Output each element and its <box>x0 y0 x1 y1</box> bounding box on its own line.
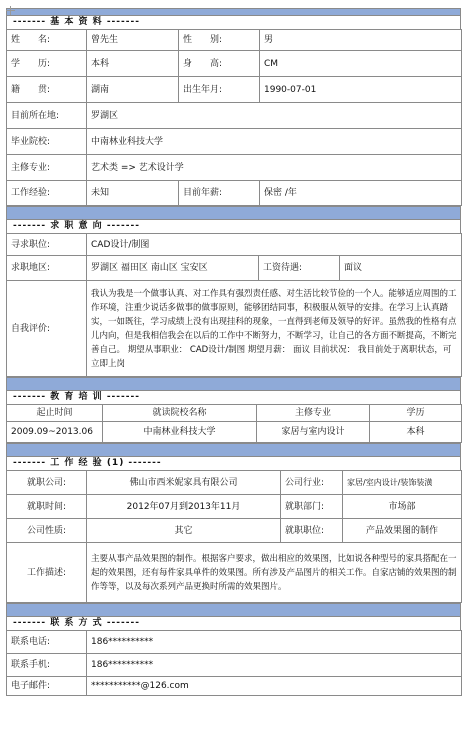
basic-info-table <box>6 29 462 206</box>
edu-col-major: 主修专业 <box>257 405 370 422</box>
company-value: 佛山市西米妮家具有限公司 <box>87 471 281 495</box>
mobile-value: 186********** <box>87 654 462 677</box>
company-label: 就职公司: <box>7 471 87 495</box>
period-value: 2012年07月到2013年11月 <box>87 495 281 519</box>
section-band <box>6 377 461 390</box>
section-title-basic: ------- 基 本 资 料 ------- <box>6 15 461 29</box>
origin-value: 湖南 <box>87 77 179 103</box>
salary-value: 保密 /年 <box>260 181 462 206</box>
crop-mark-icon <box>6 6 15 15</box>
edu-col-school: 就读院校名称 <box>103 405 257 422</box>
edu-col-time: 起止时间 <box>7 405 103 422</box>
edu-label: 学 历: <box>7 51 87 77</box>
edu-degree: 本科 <box>370 422 462 443</box>
phone-value: 186********** <box>87 631 462 654</box>
birth-value: 1990-07-01 <box>260 77 462 103</box>
desc-text: 主要从事产品效果图的制作。根据客户要求，做出相应的效果图，比如说各种型号的家具搭配在一起的效果图，还有每件家具单件的效果图。所有涉及产品图片的相关工作。自家店铺的效果图的制作等等，以及每次系列产品更换时所需的效果图片。 <box>87 543 462 603</box>
name-value: 曾先生 <box>87 30 179 51</box>
section-band <box>6 443 461 456</box>
eval-label: 自我评价: <box>7 281 87 377</box>
desc-label: 工作描述: <box>7 543 87 603</box>
job-value: 产品效果图的制作 <box>343 519 462 543</box>
contact-table <box>6 630 462 696</box>
edu-time: 2009.09~2013.06 <box>7 422 103 443</box>
position-label: 寻求职位: <box>7 234 87 256</box>
school-label: 毕业院校: <box>7 129 87 155</box>
mobile-label: 联系手机: <box>7 654 87 677</box>
section-title-contact: ------- 联 系 方 式 ------- <box>6 616 461 630</box>
birth-label: 出生年月: <box>179 77 260 103</box>
phone-label: 联系电话: <box>7 631 87 654</box>
edu-major: 家居与室内设计 <box>257 422 370 443</box>
nature-label: 公司性质: <box>7 519 87 543</box>
email-label: 电子邮件: <box>7 677 87 696</box>
education-table <box>6 404 462 443</box>
period-label: 就职时间: <box>7 495 87 519</box>
years-label: 工作经验: <box>7 181 87 206</box>
name-label: 姓 名: <box>7 30 87 51</box>
wage-value: 面议 <box>340 256 462 281</box>
edu-school: 中南林业科技大学 <box>103 422 257 443</box>
major-label: 主修专业: <box>7 155 87 181</box>
location-value: 罗湖区 <box>87 103 462 129</box>
years-value: 未知 <box>87 181 179 206</box>
position-value: CAD设计/制图 <box>87 234 462 256</box>
email-value: ***********@126.com <box>87 677 462 696</box>
gender-label: 性 别: <box>179 30 260 51</box>
major-value: 艺术类 => 艺术设计学 <box>87 155 462 181</box>
section-band <box>6 206 461 219</box>
section-title-work: ------- 工 作 经 验 (1) ------- <box>6 456 461 470</box>
salary-label: 目前年薪: <box>179 181 260 206</box>
gender-value: 男 <box>260 30 462 51</box>
industry-label: 公司行业: <box>281 471 343 495</box>
wage-label: 工资待遇: <box>259 256 340 281</box>
height-label: 身 高: <box>179 51 260 77</box>
section-band <box>6 603 461 616</box>
height-value: CM <box>260 51 462 77</box>
dept-label: 就职部门: <box>281 495 343 519</box>
origin-label: 籍 贯: <box>7 77 87 103</box>
dept-value: 市场部 <box>343 495 462 519</box>
intent-table <box>6 233 462 377</box>
work-table <box>6 470 462 603</box>
edu-col-degree: 学历 <box>370 405 462 422</box>
area-value: 罗湖区 福田区 南山区 宝安区 <box>87 256 259 281</box>
section-title-education: ------- 教 育 培 训 ------- <box>6 390 461 404</box>
area-label: 求职地区: <box>7 256 87 281</box>
eval-text: 我认为我是一个做事认真、对工作具有强烈责任感、对生活比较节俭的一个人。能够适应周围的工作环境，注重少说话多做事的做事原则，能够团结同事，积极服从领导的安排。在学习上认真踏实，一如既往，学习成绩上没有出现挂科的现象，一直得到老师及领导的好评。虽然我的性格有点儿内向，但是我相信我会在以后的工作中不断努力，不断学习，让自己的各方面不断提高，不断完善自己。 期望从事职业： CAD设计/制图 期望月薪： 面议 目前状况： 我目前处于离职状态，可立即上岗 <box>87 281 462 377</box>
edu-value: 本科 <box>87 51 179 77</box>
location-label: 目前所在地: <box>7 103 87 129</box>
industry-value: 家居/室内设计/装饰装潢 <box>343 471 462 495</box>
nature-value: 其它 <box>87 519 281 543</box>
school-value: 中南林业科技大学 <box>87 129 462 155</box>
section-band <box>6 8 461 15</box>
job-label: 就职职位: <box>281 519 343 543</box>
section-title-intent: ------- 求 职 意 向 ------- <box>6 219 461 233</box>
resume-page <box>6 0 465 728</box>
